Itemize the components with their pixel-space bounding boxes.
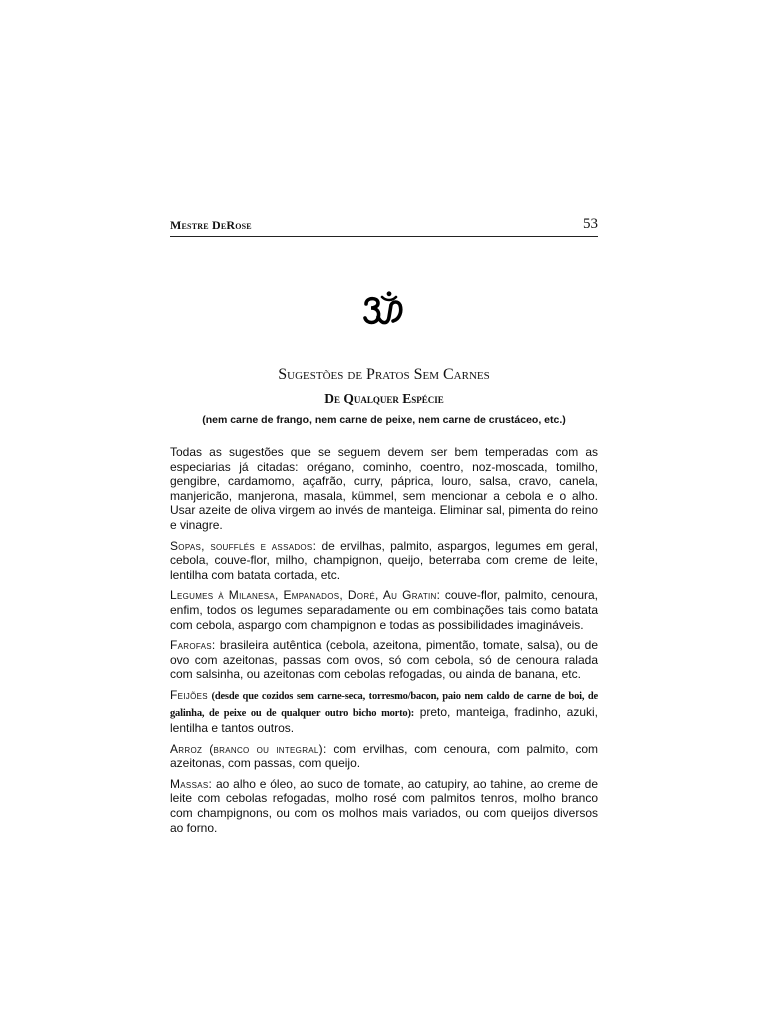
paragraph-text: ao alho e óleo, ao suco de tomate, ao catupiry, ao tahine, ao creme de leite com cebolas refogadas, molho rosé com palmitos tenros, molho branco com champignons, ou com os molhos mais variados, ou com queijos diversos ao forno. [170,776,598,835]
paragraph-heading: Legumes à Milanesa, Empanados, Doré, Au Gratin: [170,588,441,603]
om-symbol-icon [362,291,406,327]
paragraph-text: couve-flor, palmito, cenoura, enfim, todos os legumes separadamente ou em combinações tais como batata com cebola, aspargo com champignon e todas as possibilidades imagináveis. [170,588,599,632]
paragraph-text: com ervilhas, com cenoura, com palmito, com azeitonas, com passas, com queijo. [170,741,598,771]
paragraph-text: brasileira autêntica (cebola, azeitona, pimentão, tomate, salsa), ou de ovo com azeitonas, passas com ovos, só com cebola, só de cenoura ralada com salsinha, ou azeitonas com cebolas refogadas, ou ainda de banana, etc. [170,638,598,682]
paragraph-text: de ervilhas, palmito, aspargos, legumes em geral, cebola, couve-flor, milho, champignon, queijo, beterraba com creme de leite, lentilha com batata cortada, etc. [170,538,598,582]
paragraph-text: preto, manteiga, fradinho, azuki, lentilha e tantos outros. [170,704,598,736]
paragraph-legumes [170,588,598,632]
running-head [170,218,598,237]
paragraph-heading: Feijões [170,687,208,702]
section-title: Sugestões de Pratos Sem Carnes [278,366,490,383]
section-note: (nem carne de frango, nem carne de peixe, nem carne de crustáceo, etc.) [202,414,566,426]
paragraph-farofas [170,638,598,682]
running-head-author: Mestre DeRose [170,218,252,232]
paragraph-heading: Arroz (branco ou integral): [170,741,327,756]
paragraph-arroz [170,742,598,771]
intro-paragraph: Todas as sugestões que se seguem devem ser bem temperadas com as especiarias já citadas: orégano, cominho, coentro, noz-moscada, tomilho, gengibre, cardamomo, açafrão, curry, páprica, louro, salsa, cravo, canela, manjericão, manjerona, masala, kümmel, sem mencionar a cebola e o alho. Usar azeite de oliva virgem ao invés de manteiga. Eliminar sal, pimenta do reino e vinagre. [170,445,598,532]
paragraph-parenthetical: (desde que cozidos sem carne-seca, torresmo/bacon, paio nem caldo de carne de boi, de galinha, de peixe ou de qualquer outro bicho morto): [170,690,598,719]
paragraph-massas [170,777,598,835]
paragraph-heading: Sopas, soufflés e assados: [170,538,317,553]
section-subtitle: De Qualquer Espécie [324,391,444,406]
body-text [170,445,598,841]
paragraph-feijoes [170,688,598,736]
paragraph-sopas [170,539,598,583]
page-number: 53 [583,216,598,232]
paragraph-heading: Massas: [170,776,213,791]
paragraph-heading: Farofas: [170,638,216,653]
